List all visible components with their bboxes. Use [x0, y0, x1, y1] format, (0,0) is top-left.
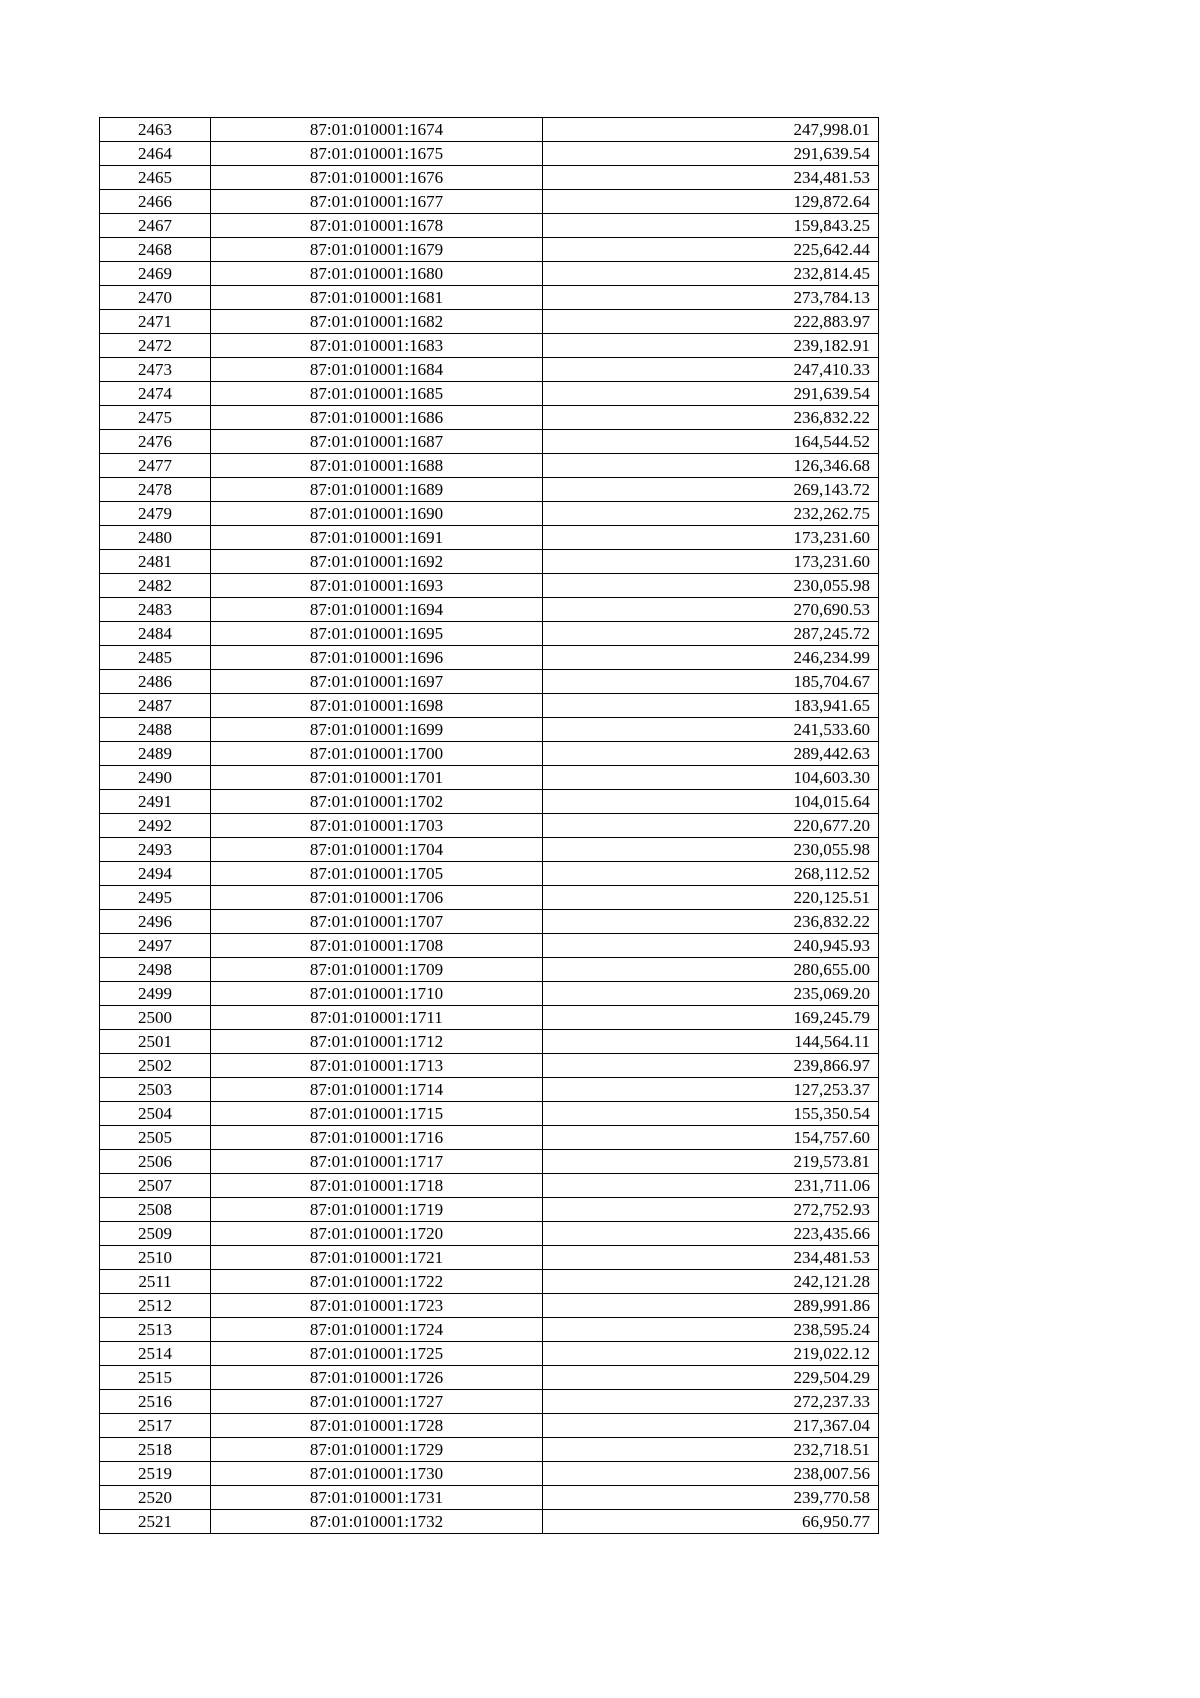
cadastral-value-cell: 173,231.60	[543, 526, 879, 550]
cadastral-value-cell: 183,941.65	[543, 694, 879, 718]
cadastral-value-cell: 144,564.11	[543, 1030, 879, 1054]
cadastral-number-cell: 87:01:010001:1681	[211, 286, 543, 310]
cadastral-number-cell: 87:01:010001:1711	[211, 1006, 543, 1030]
table-row	[100, 502, 879, 526]
row-number-cell: 2499	[100, 982, 211, 1006]
table-row	[100, 382, 879, 406]
row-number-cell: 2470	[100, 286, 211, 310]
cadastral-number-cell: 87:01:010001:1687	[211, 430, 543, 454]
row-number-cell: 2489	[100, 742, 211, 766]
table-row	[100, 430, 879, 454]
cadastral-value-cell: 270,690.53	[543, 598, 879, 622]
table-row	[100, 1366, 879, 1390]
cadastral-value-cell: 104,603.30	[543, 766, 879, 790]
cadastral-value-cell: 280,655.00	[543, 958, 879, 982]
table-row	[100, 358, 879, 382]
row-number-cell: 2501	[100, 1030, 211, 1054]
row-number-cell: 2482	[100, 574, 211, 598]
table-row	[100, 718, 879, 742]
table-row	[100, 766, 879, 790]
cadastral-number-cell: 87:01:010001:1698	[211, 694, 543, 718]
table-row	[100, 862, 879, 886]
cadastral-number-cell: 87:01:010001:1682	[211, 310, 543, 334]
row-number-cell: 2476	[100, 430, 211, 454]
row-number-cell: 2477	[100, 454, 211, 478]
cadastral-number-cell: 87:01:010001:1720	[211, 1222, 543, 1246]
cadastral-value-cell: 230,055.98	[543, 574, 879, 598]
cadastral-number-cell: 87:01:010001:1699	[211, 718, 543, 742]
cadastral-value-cell: 236,832.22	[543, 406, 879, 430]
row-number-cell: 2483	[100, 598, 211, 622]
table-row	[100, 286, 879, 310]
cadastral-number-cell: 87:01:010001:1702	[211, 790, 543, 814]
cadastral-number-cell: 87:01:010001:1730	[211, 1462, 543, 1486]
table-row	[100, 814, 879, 838]
cadastral-number-cell: 87:01:010001:1726	[211, 1366, 543, 1390]
row-number-cell: 2493	[100, 838, 211, 862]
cadastral-number-cell: 87:01:010001:1675	[211, 142, 543, 166]
cadastral-number-cell: 87:01:010001:1679	[211, 238, 543, 262]
cadastral-value-cell: 232,814.45	[543, 262, 879, 286]
table-row	[100, 1102, 879, 1126]
row-number-cell: 2521	[100, 1510, 211, 1534]
table-row	[100, 670, 879, 694]
row-number-cell: 2518	[100, 1438, 211, 1462]
cadastral-number-cell: 87:01:010001:1683	[211, 334, 543, 358]
cadastral-value-cell: 272,752.93	[543, 1198, 879, 1222]
cadastral-number-cell: 87:01:010001:1717	[211, 1150, 543, 1174]
cadastral-value-cell: 236,832.22	[543, 910, 879, 934]
row-number-cell: 2504	[100, 1102, 211, 1126]
row-number-cell: 2515	[100, 1366, 211, 1390]
cadastral-number-cell: 87:01:010001:1725	[211, 1342, 543, 1366]
table-row	[100, 1150, 879, 1174]
table-row	[100, 982, 879, 1006]
cadastral-number-cell: 87:01:010001:1685	[211, 382, 543, 406]
cadastral-number-cell: 87:01:010001:1705	[211, 862, 543, 886]
cadastral-value-cell: 185,704.67	[543, 670, 879, 694]
cadastral-value-cell: 155,350.54	[543, 1102, 879, 1126]
table-row	[100, 742, 879, 766]
cadastral-number-cell: 87:01:010001:1676	[211, 166, 543, 190]
table-row	[100, 622, 879, 646]
cadastral-value-cell: 239,770.58	[543, 1486, 879, 1510]
cadastral-value-cell: 247,998.01	[543, 118, 879, 142]
table-row	[100, 886, 879, 910]
row-number-cell: 2471	[100, 310, 211, 334]
row-number-cell: 2492	[100, 814, 211, 838]
row-number-cell: 2465	[100, 166, 211, 190]
cadastral-value-cell: 173,231.60	[543, 550, 879, 574]
cadastral-value-cell: 169,245.79	[543, 1006, 879, 1030]
cadastral-value-cell: 291,639.54	[543, 142, 879, 166]
cadastral-value-cell: 220,125.51	[543, 886, 879, 910]
table-row	[100, 1126, 879, 1150]
cadastral-value-cell: 238,595.24	[543, 1318, 879, 1342]
row-number-cell: 2490	[100, 766, 211, 790]
row-number-cell: 2505	[100, 1126, 211, 1150]
cadastral-value-cell: 127,253.37	[543, 1078, 879, 1102]
table-row	[100, 310, 879, 334]
cadastral-value-cell: 241,533.60	[543, 718, 879, 742]
cadastral-number-cell: 87:01:010001:1723	[211, 1294, 543, 1318]
row-number-cell: 2479	[100, 502, 211, 526]
cadastral-number-cell: 87:01:010001:1721	[211, 1246, 543, 1270]
cadastral-number-cell: 87:01:010001:1689	[211, 478, 543, 502]
row-number-cell: 2517	[100, 1414, 211, 1438]
cadastral-value-cell: 291,639.54	[543, 382, 879, 406]
cadastral-number-cell: 87:01:010001:1697	[211, 670, 543, 694]
cadastral-number-cell: 87:01:010001:1686	[211, 406, 543, 430]
cadastral-number-cell: 87:01:010001:1710	[211, 982, 543, 1006]
cadastral-number-cell: 87:01:010001:1708	[211, 934, 543, 958]
row-number-cell: 2509	[100, 1222, 211, 1246]
cadastral-value-cell: 129,872.64	[543, 190, 879, 214]
cadastral-number-cell: 87:01:010001:1690	[211, 502, 543, 526]
cadastral-number-cell: 87:01:010001:1684	[211, 358, 543, 382]
cadastral-number-cell: 87:01:010001:1714	[211, 1078, 543, 1102]
row-number-cell: 2487	[100, 694, 211, 718]
cadastral-number-cell: 87:01:010001:1694	[211, 598, 543, 622]
table-row	[100, 910, 879, 934]
cadastral-number-cell: 87:01:010001:1706	[211, 886, 543, 910]
cadastral-value-cell: 159,843.25	[543, 214, 879, 238]
table-body	[100, 118, 879, 1534]
row-number-cell: 2494	[100, 862, 211, 886]
row-number-cell: 2514	[100, 1342, 211, 1366]
cadastral-number-cell: 87:01:010001:1728	[211, 1414, 543, 1438]
cadastral-value-cell: 230,055.98	[543, 838, 879, 862]
row-number-cell: 2498	[100, 958, 211, 982]
cadastral-value-cell: 222,883.97	[543, 310, 879, 334]
row-number-cell: 2510	[100, 1246, 211, 1270]
row-number-cell: 2485	[100, 646, 211, 670]
table-row	[100, 142, 879, 166]
table-row	[100, 454, 879, 478]
table-row	[100, 1294, 879, 1318]
cadastral-value-cell: 242,121.28	[543, 1270, 879, 1294]
row-number-cell: 2463	[100, 118, 211, 142]
cadastral-number-cell: 87:01:010001:1695	[211, 622, 543, 646]
cadastral-value-cell: 126,346.68	[543, 454, 879, 478]
table-row	[100, 1462, 879, 1486]
cadastral-number-cell: 87:01:010001:1688	[211, 454, 543, 478]
cadastral-number-cell: 87:01:010001:1677	[211, 190, 543, 214]
row-number-cell: 2467	[100, 214, 211, 238]
row-number-cell: 2475	[100, 406, 211, 430]
row-number-cell: 2496	[100, 910, 211, 934]
table-row	[100, 1414, 879, 1438]
cadastral-value-cell: 232,262.75	[543, 502, 879, 526]
table-row	[100, 694, 879, 718]
row-number-cell: 2500	[100, 1006, 211, 1030]
row-number-cell: 2481	[100, 550, 211, 574]
cadastral-number-cell: 87:01:010001:1701	[211, 766, 543, 790]
cadastral-number-cell: 87:01:010001:1718	[211, 1174, 543, 1198]
row-number-cell: 2520	[100, 1486, 211, 1510]
row-number-cell: 2497	[100, 934, 211, 958]
cadastral-value-cell: 231,711.06	[543, 1174, 879, 1198]
row-number-cell: 2472	[100, 334, 211, 358]
cadastral-number-cell: 87:01:010001:1713	[211, 1054, 543, 1078]
table-row	[100, 1486, 879, 1510]
cadastral-value-cell: 219,022.12	[543, 1342, 879, 1366]
cadastral-value-cell: 238,007.56	[543, 1462, 879, 1486]
table-row	[100, 406, 879, 430]
cadastral-value-cell: 232,718.51	[543, 1438, 879, 1462]
cadastral-number-cell: 87:01:010001:1722	[211, 1270, 543, 1294]
row-number-cell: 2469	[100, 262, 211, 286]
cadastral-value-cell: 269,143.72	[543, 478, 879, 502]
table-row	[100, 1078, 879, 1102]
table-row	[100, 1318, 879, 1342]
table-row	[100, 1030, 879, 1054]
row-number-cell: 2503	[100, 1078, 211, 1102]
table-row	[100, 190, 879, 214]
row-number-cell: 2486	[100, 670, 211, 694]
cadastral-number-cell: 87:01:010001:1678	[211, 214, 543, 238]
cadastral-value-cell: 229,504.29	[543, 1366, 879, 1390]
table-row	[100, 526, 879, 550]
cadastral-value-cell: 246,234.99	[543, 646, 879, 670]
table-row	[100, 334, 879, 358]
cadastral-number-cell: 87:01:010001:1712	[211, 1030, 543, 1054]
row-number-cell: 2484	[100, 622, 211, 646]
cadastral-value-cell: 217,367.04	[543, 1414, 879, 1438]
cadastral-value-cell: 289,442.63	[543, 742, 879, 766]
cadastral-number-cell: 87:01:010001:1709	[211, 958, 543, 982]
cadastral-value-cell: 234,481.53	[543, 1246, 879, 1270]
cadastral-number-cell: 87:01:010001:1729	[211, 1438, 543, 1462]
table-row	[100, 790, 879, 814]
cadastral-value-cell: 235,069.20	[543, 982, 879, 1006]
table-row	[100, 574, 879, 598]
row-number-cell: 2478	[100, 478, 211, 502]
cadastral-value-table	[99, 117, 879, 1534]
cadastral-number-cell: 87:01:010001:1700	[211, 742, 543, 766]
cadastral-value-cell: 220,677.20	[543, 814, 879, 838]
table-row	[100, 238, 879, 262]
cadastral-value-cell: 104,015.64	[543, 790, 879, 814]
row-number-cell: 2502	[100, 1054, 211, 1078]
table-row	[100, 1438, 879, 1462]
row-number-cell: 2468	[100, 238, 211, 262]
row-number-cell: 2506	[100, 1150, 211, 1174]
cadastral-number-cell: 87:01:010001:1691	[211, 526, 543, 550]
table-row	[100, 1246, 879, 1270]
cadastral-value-cell: 289,991.86	[543, 1294, 879, 1318]
cadastral-number-cell: 87:01:010001:1707	[211, 910, 543, 934]
row-number-cell: 2511	[100, 1270, 211, 1294]
cadastral-number-cell: 87:01:010001:1727	[211, 1390, 543, 1414]
table-row	[100, 118, 879, 142]
cadastral-value-cell: 154,757.60	[543, 1126, 879, 1150]
row-number-cell: 2519	[100, 1462, 211, 1486]
row-number-cell: 2516	[100, 1390, 211, 1414]
cadastral-value-cell: 268,112.52	[543, 862, 879, 886]
table-row	[100, 214, 879, 238]
table-row	[100, 646, 879, 670]
row-number-cell: 2464	[100, 142, 211, 166]
cadastral-number-cell: 87:01:010001:1704	[211, 838, 543, 862]
cadastral-number-cell: 87:01:010001:1703	[211, 814, 543, 838]
cadastral-number-cell: 87:01:010001:1731	[211, 1486, 543, 1510]
cadastral-value-cell: 164,544.52	[543, 430, 879, 454]
row-number-cell: 2513	[100, 1318, 211, 1342]
row-number-cell: 2474	[100, 382, 211, 406]
row-number-cell: 2512	[100, 1294, 211, 1318]
cadastral-value-cell: 239,866.97	[543, 1054, 879, 1078]
row-number-cell: 2466	[100, 190, 211, 214]
cadastral-value-cell: 225,642.44	[543, 238, 879, 262]
table-row	[100, 262, 879, 286]
row-number-cell: 2488	[100, 718, 211, 742]
table-row	[100, 1222, 879, 1246]
cadastral-value-cell: 273,784.13	[543, 286, 879, 310]
cadastral-value-cell: 247,410.33	[543, 358, 879, 382]
table-row	[100, 550, 879, 574]
table-row	[100, 1510, 879, 1534]
cadastral-value-cell: 240,945.93	[543, 934, 879, 958]
cadastral-value-cell: 239,182.91	[543, 334, 879, 358]
cadastral-value-cell: 66,950.77	[543, 1510, 879, 1534]
table-row	[100, 166, 879, 190]
table-row	[100, 598, 879, 622]
table-row	[100, 1054, 879, 1078]
cadastral-number-cell: 87:01:010001:1732	[211, 1510, 543, 1534]
cadastral-number-cell: 87:01:010001:1724	[211, 1318, 543, 1342]
cadastral-number-cell: 87:01:010001:1719	[211, 1198, 543, 1222]
cadastral-number-cell: 87:01:010001:1674	[211, 118, 543, 142]
cadastral-number-cell: 87:01:010001:1696	[211, 646, 543, 670]
cadastral-value-cell: 287,245.72	[543, 622, 879, 646]
table-row	[100, 1174, 879, 1198]
table-row	[100, 934, 879, 958]
cadastral-number-cell: 87:01:010001:1693	[211, 574, 543, 598]
table-row	[100, 1342, 879, 1366]
row-number-cell: 2480	[100, 526, 211, 550]
cadastral-number-cell: 87:01:010001:1715	[211, 1102, 543, 1126]
cadastral-value-cell: 219,573.81	[543, 1150, 879, 1174]
row-number-cell: 2507	[100, 1174, 211, 1198]
row-number-cell: 2508	[100, 1198, 211, 1222]
table-row	[100, 1270, 879, 1294]
cadastral-value-cell: 272,237.33	[543, 1390, 879, 1414]
row-number-cell: 2491	[100, 790, 211, 814]
cadastral-number-cell: 87:01:010001:1716	[211, 1126, 543, 1150]
table-row	[100, 958, 879, 982]
table-row	[100, 1198, 879, 1222]
cadastral-number-cell: 87:01:010001:1692	[211, 550, 543, 574]
table-row	[100, 478, 879, 502]
cadastral-value-cell: 234,481.53	[543, 166, 879, 190]
row-number-cell: 2495	[100, 886, 211, 910]
table-row	[100, 1390, 879, 1414]
table-row	[100, 1006, 879, 1030]
table-row	[100, 838, 879, 862]
row-number-cell: 2473	[100, 358, 211, 382]
cadastral-value-cell: 223,435.66	[543, 1222, 879, 1246]
cadastral-number-cell: 87:01:010001:1680	[211, 262, 543, 286]
